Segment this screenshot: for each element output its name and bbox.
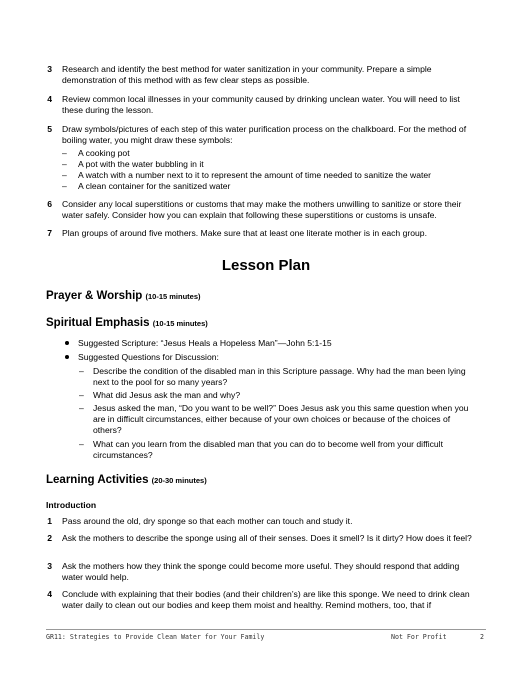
step-number: 4 — [47, 94, 52, 104]
question-text: What did Jesus ask the man and why? — [93, 390, 241, 400]
step-number: 4 — [47, 589, 52, 599]
question-item — [79, 390, 478, 401]
bullet-item — [78, 352, 478, 363]
dash-marker: – — [62, 148, 67, 158]
prep-step — [47, 94, 478, 116]
prep-step — [47, 199, 478, 221]
dash-marker: – — [62, 159, 67, 169]
footer-divider — [46, 629, 486, 630]
step-number: 2 — [47, 533, 52, 543]
dash-marker: – — [79, 366, 84, 376]
step-text: Review common local illnesses in your community caused by drinking unclean water. You will need to list these during the lesson. — [62, 94, 460, 115]
question-text: What can you learn from the disabled man that you can do to become well from your difficult circumstances? — [93, 439, 443, 460]
intro-step — [47, 533, 478, 544]
bullet-item — [78, 338, 478, 349]
symbol-text: A cooking pot — [78, 148, 130, 158]
step-number: 3 — [47, 561, 52, 571]
dash-marker: – — [62, 170, 67, 180]
step-number: 6 — [47, 199, 52, 209]
symbol-item — [62, 170, 478, 181]
symbol-item — [62, 159, 478, 170]
step-text: Research and identify the best method for water sanitization in your community. Prepare a simple demonstration of this method with as few clear steps as possible. — [62, 64, 432, 85]
symbol-text: A pot with the water bubbling in it — [78, 159, 204, 169]
bullet-text: Suggested Questions for Discussion: — [78, 352, 219, 362]
section-duration: (10-15 minutes) — [145, 292, 201, 301]
footer-page-number: 2 — [480, 633, 484, 641]
step-text: Pass around the old, dry sponge so that each mother can touch and study it. — [62, 516, 353, 526]
section-heading-learning — [46, 474, 207, 486]
symbol-item — [62, 148, 478, 159]
section-title: Spiritual Emphasis — [46, 317, 150, 329]
section-title: Learning Activities — [46, 474, 149, 486]
prep-step — [47, 228, 478, 239]
symbol-text: A clean container for the sanitized water — [78, 181, 231, 191]
symbol-item — [62, 181, 478, 192]
section-duration: (10-15 minutes) — [152, 319, 208, 328]
section-title: Prayer & Worship — [46, 290, 143, 302]
step-number: 5 — [47, 124, 52, 134]
question-item — [79, 439, 478, 461]
section-heading-prayer — [46, 290, 201, 302]
section-duration: (20-30 minutes) — [151, 476, 207, 485]
step-number: 3 — [47, 64, 52, 74]
dash-marker: – — [79, 390, 84, 400]
step-text: Ask the mothers to describe the sponge using all of their senses. Does it smell? Is it dirty? How does it feel? — [62, 533, 472, 543]
intro-step — [47, 516, 478, 527]
prep-step — [47, 64, 478, 86]
step-text: Plan groups of around five mothers. Make sure that at least one literate mother is in each group. — [62, 228, 427, 238]
bullet-text: Suggested Scripture: “Jesus Heals a Hopeless Man”—John 5:1-15 — [78, 338, 332, 348]
dash-marker: – — [79, 403, 84, 413]
step-number: 1 — [47, 516, 52, 526]
question-item — [79, 403, 478, 436]
question-text: Jesus asked the man, “Do you want to be well?” Does Jesus ask you this same question when you are in difficult circumstances, either because of your own choices or because of the choices of others? — [93, 403, 469, 435]
lesson-plan-title: Lesson Plan — [221, 257, 311, 274]
step-text: Conclude with explaining that their bodies (and their children’s) are like this sponge. We need to drink clean water daily to clean out our bodies and keep them moist and healthy. Remind mothers, too, that if — [62, 589, 470, 610]
bullet-dot — [65, 341, 69, 345]
dash-marker: – — [62, 181, 67, 191]
question-item — [79, 366, 478, 388]
dash-marker: – — [79, 439, 84, 449]
question-text: Describe the condition of the disabled man in this Scripture passage. Why had the man been lying next to the pool for so many years? — [93, 366, 466, 387]
step-text: Ask the mothers how they think the sponge could become more useful. They should respond that adding water would help. — [62, 561, 460, 582]
step-text: Draw symbols/pictures of each step of this water purification process on the chalkboard. For the method of boiling water, you might draw these symbols: — [62, 124, 467, 145]
intro-step — [47, 561, 478, 583]
footer-course-title: GR11: Strategies to Provide Clean Water for Your Family — [46, 633, 265, 641]
introduction-heading: Introduction — [46, 500, 97, 510]
bullet-dot — [65, 355, 69, 359]
symbol-text: A watch with a number next to it to represent the amount of time needed to sanitize the water — [78, 170, 432, 180]
prep-step — [47, 124, 478, 146]
intro-step — [47, 589, 478, 611]
section-heading-spiritual — [46, 317, 208, 329]
step-text: Consider any local superstitions or customs that may make the mothers unwilling to sanitize or store their water safely. Consider how you can explain that following these superstitions or customs is unsafe. — [62, 199, 462, 220]
footer-license: Not For Profit — [391, 633, 447, 641]
step-number: 7 — [47, 228, 52, 238]
